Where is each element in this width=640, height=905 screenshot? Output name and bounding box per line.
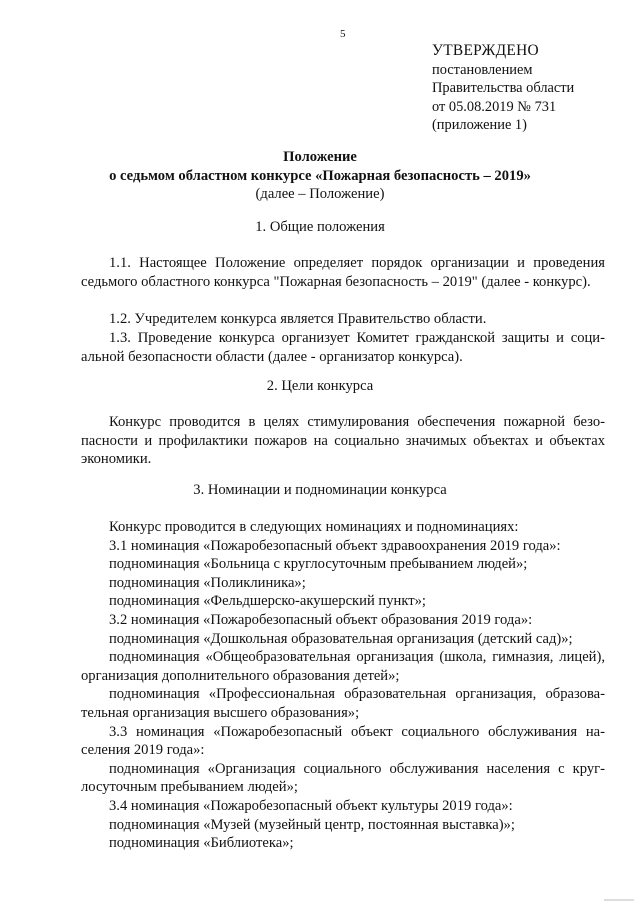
list-line: подноминация «Музей (музейный центр, постоянная выставка)»; <box>109 816 515 833</box>
list-line: подноминация «Фельдшерско-акушерский пункт»; <box>109 593 426 610</box>
list-line: 3.4 номинация «Пожаробезопасный объект культуры 2019 года»: <box>109 797 513 814</box>
approval-line-4: (приложение 1) <box>432 117 527 134</box>
list-line: подноминация «Организация социального обслуживания населения с круглосуточным пребыванием людей»; <box>81 760 605 796</box>
approval-line-3: от 05.08.2019 № 731 <box>432 98 557 115</box>
title-line-1: Положение <box>283 149 357 165</box>
list-line: подноминация «Библиотека»; <box>109 835 294 852</box>
nominations-intro: Конкурс проводится в следующих номинациях и подноминациях: <box>109 519 519 535</box>
list-line: 3.2 номинация «Пожаробезопасный объект образования 2019 года»: <box>109 611 533 628</box>
list-line: подноминация «Дошкольная образовательная организация (детский сад)»; <box>109 630 573 647</box>
approval-stamp <box>432 42 574 135</box>
list-line: подноминация «Общеобразовательная организация (школа, гимназия, лицей), организация дополнительного образования детей»; <box>81 649 605 684</box>
approval-line-2: Правительства области <box>432 80 575 97</box>
paragraph-1-3: 1.3. Проведение конкурса организует Комитет гражданской защиты и социальной безопасности области (далее - организатор конкурса). <box>81 330 605 365</box>
nominations-list <box>81 518 605 853</box>
paragraph-2-1: Конкурс проводится в целях стимулирования обеспечения пожарной безопасности и профилактики пожаров на социально значимых объектах и объектах экономики. <box>81 414 605 468</box>
paragraph-1-2: 1.2. Учредителем конкурса является Правительство области. <box>109 311 487 327</box>
section-2-heading: 2. Цели конкурса <box>266 378 374 394</box>
list-line: подноминация «Поликлиника»; <box>109 574 306 591</box>
section-3-heading: 3. Номинации и подноминации конкурса <box>193 482 447 498</box>
section-1-heading: 1. Общие положения <box>255 219 385 235</box>
list-line: подноминация «Больница с круглосуточным пребыванием людей»; <box>109 556 528 573</box>
document-title <box>0 148 640 204</box>
title-line-3: (далее – Положение) <box>255 186 385 203</box>
list-line: подноминация «Профессиональная образовательная организация, образовательная организация высшего образования»; <box>81 686 605 721</box>
page-number: 5 <box>340 28 346 40</box>
approval-line-1: постановлением <box>432 61 533 78</box>
title-line-2: о седьмом областном конкурсе «Пожарная безопасность – 2019» <box>109 167 531 184</box>
paragraph-1-1: 1.1. Настоящее Положение определяет порядок организации и проведения седьмого областного конкурса "Пожарная безопасность – 2019" (далее - конкурс). <box>81 255 605 290</box>
list-line: 3.1 номинация «Пожаробезопасный объект здравоохранения 2019 года»: <box>109 537 561 554</box>
list-line: 3.3 номинация «Пожаробезопасный объект социального обслуживания населения 2019 года»: <box>81 723 605 759</box>
approval-title: УТВЕРЖДЕНО <box>432 42 539 59</box>
scan-artifact <box>604 899 634 901</box>
